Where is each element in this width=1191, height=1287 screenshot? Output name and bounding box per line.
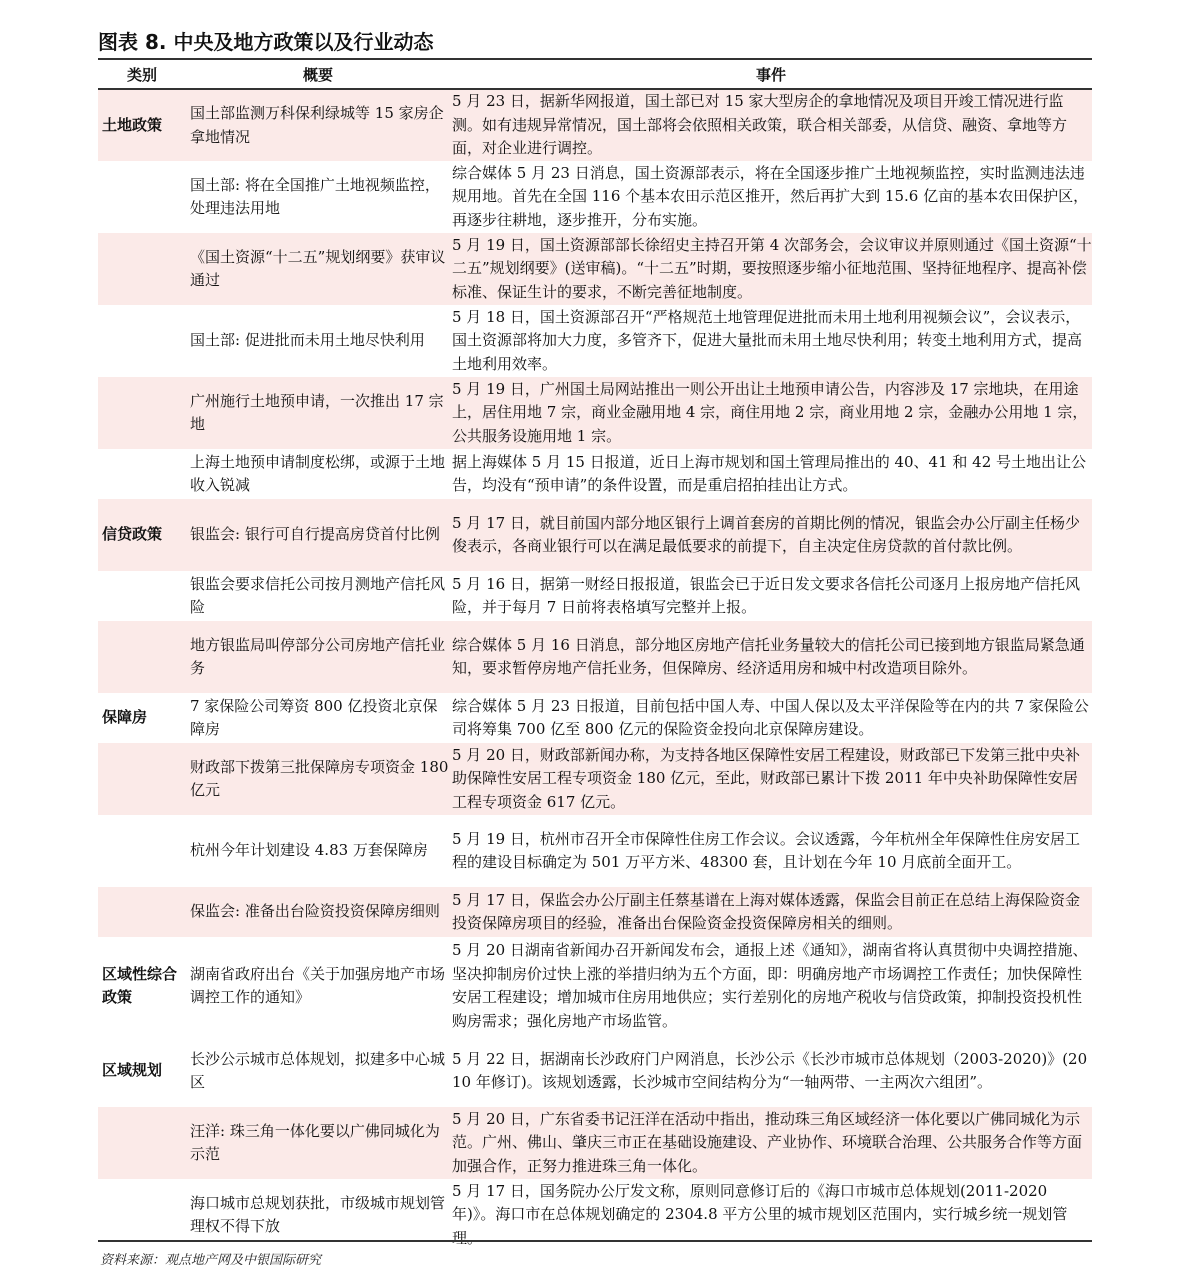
source-note: 资料来源：观点地产网及中银国际研究 — [100, 1253, 322, 1268]
event-cell: 5 月 17 日，就目前国内部分地区银行上调首套房的首期比例的情况，银监会办公厅副主任杨少俊表示，各商业银行可以在满足最低要求的前提下，自主决定住房贷款的首付款比例。 — [450, 499, 1092, 571]
table-row — [98, 887, 1092, 937]
table-header-row — [98, 60, 1092, 89]
category-cell — [98, 305, 186, 377]
category-cell — [98, 621, 186, 693]
summary-cell: 银监会要求信托公司按月测地产信托风险 — [190, 574, 446, 616]
table-row — [98, 743, 1092, 815]
table-row — [98, 499, 1092, 571]
event-cell: 综合媒体 5 月 23 日报道，目前包括中国人寿、中国人保以及太平洋保险等在内的共 7 家保险公司将筹集 700 亿至 800 亿元的保险资金投向北京保障房建设。 — [452, 696, 1089, 738]
table-row — [98, 449, 1092, 499]
table-row — [98, 89, 1092, 161]
category-cell — [98, 161, 186, 233]
table-row — [98, 693, 1092, 743]
category-cell: 土地政策 — [98, 89, 186, 161]
category-cell: 信贷政策 — [98, 499, 186, 571]
summary-cell: 《国土资源“十二五”规划纲要》获审议通过 — [186, 233, 450, 305]
event-cell: 5 月 19 日，杭州市召开全市保障性住房工作会议。会议透露，今年杭州全年保障性住房安居工程的建设目标确定为 501 万平方米、48300 套，且计划在今年 10 月底前全面开工。 — [452, 829, 1080, 871]
event-cell: 5 月 20 日，广东省委书记汪洋在活动中指出，推动珠三角区域经济一体化要以广佛同城化为示范。广州、佛山、肇庆三市正在基础设施建设、产业协作、环境联合治理、公共服务合作等方面加强合作，正努力推进珠三角一体化。 — [450, 1107, 1092, 1179]
policy-table — [98, 60, 1092, 1251]
table-row — [98, 937, 1092, 1035]
summary-cell: 7 家保险公司筹资 800 亿投资北京保障房 — [190, 696, 438, 738]
figure-title: 图表 8. 中央及地方政策以及行业动态 — [98, 30, 434, 54]
table-row — [98, 161, 1092, 233]
category-cell — [98, 449, 186, 499]
category-cell — [98, 815, 186, 887]
summary-cell: 上海土地预申请制度松绑，或源于土地收入锐减 — [190, 452, 446, 494]
event-cell: 据上海媒体 5 月 15 日报道，近日上海市规划和国土管理局推出的 40、41 和 42 号土地出让公告，均没有“预申请”的条件设置，而是重启招拍挂出让方式。 — [452, 452, 1087, 494]
summary-cell: 国土部: 将在全国推广土地视频监控，处理违法用地 — [190, 175, 440, 217]
summary-cell: 银监会: 银行可自行提高房贷首付比例 — [186, 499, 450, 571]
summary-cell: 地方银监局叫停部分公司房地产信托业务 — [186, 621, 450, 693]
table-row — [98, 621, 1092, 693]
category-cell — [98, 1107, 186, 1179]
header-summary: 概要 — [186, 60, 450, 89]
header-event: 事件 — [450, 60, 1092, 89]
event-cell: 5 月 19 日，广州国土局网站推出一则公开出让土地预申请公告，内容涉及 17 宗地块，在用途上，居住用地 7 宗，商业金融用地 4 宗，商住用地 2 宗，商业用地 2 宗，金融办公用地 1 宗，公共服务设施用地 1 宗。 — [450, 377, 1092, 449]
table-row — [98, 233, 1092, 305]
event-cell: 5 月 18 日，国土资源部召开“严格规范土地管理促进批而未用土地利用视频会议”，会议表示，国土资源部将加大力度，多管齐下，促进大量批而未用土地尽快利用；转变土地利用方式，提高土地利用效率。 — [452, 307, 1083, 373]
summary-cell: 国土部: 促进批而未用土地尽快利用 — [190, 331, 425, 350]
event-cell: 5 月 23 日，据新华网报道，国土部已对 15 家大型房企的拿地情况及项目开竣工情况进行监测。如有违规异常情况，国土部将会依照相关政策，联合相关部委，从信贷、融资、拿地等方面，对企业进行调控。 — [450, 89, 1092, 161]
table-row — [98, 1035, 1092, 1107]
event-cell: 5 月 22 日，据湖南长沙政府门户网消息，长沙公示《长沙市城市总体规划（2003-2020)》(2010 年修订)。该规划透露，长沙城市空间结构分为“一轴两带、一主两次六组团”。 — [452, 1049, 1088, 1091]
category-cell — [98, 377, 186, 449]
category-cell — [98, 887, 186, 937]
event-cell: 5 月 20 日，财政部新闻办称，为支持各地区保障性安居工程建设，财政部已下发第三批中央补助保障性安居工程专项资金 180 亿元，至此，财政部已累计下拨 2011 年中央补助保障性安居工程专项资金 617 亿元。 — [450, 743, 1092, 815]
category-cell — [98, 571, 186, 621]
table-row — [98, 571, 1092, 621]
summary-cell: 杭州今年计划建设 4.83 万套保障房 — [190, 841, 428, 860]
table-row — [98, 305, 1092, 377]
summary-cell: 湖南省政府出台《关于加强房地产市场调控工作的通知》 — [190, 964, 446, 1006]
event-cell: 综合媒体 5 月 16 日消息，部分地区房地产信托业务量较大的信托公司已接到地方银监局紧急通知，要求暂停房地产信托业务，但保障房、经济适用房和城中村改造项目除外。 — [450, 621, 1092, 693]
summary-cell: 广州施行土地预申请，一次推出 17 宗地 — [186, 377, 450, 449]
bottom-rule — [98, 1240, 1092, 1242]
header-category: 类别 — [98, 60, 186, 89]
summary-cell: 汪洋: 珠三角一体化要以广佛同城化为示范 — [186, 1107, 450, 1179]
summary-cell: 海口城市总规划获批，市级城市规划管理权不得下放 — [190, 1193, 446, 1235]
category-cell: 保障房 — [102, 708, 148, 727]
category-cell — [98, 233, 186, 305]
table-row — [98, 377, 1092, 449]
table-row — [98, 815, 1092, 887]
event-cell: 综合媒体 5 月 23 日消息，国土资源部表示，将在全国逐步推广土地视频监控，实时监测违法违规用地。首先在全国 116 个基本农田示范区推开，然后再扩大到 15.6 亿亩的基本农田保护区，再逐步往耕地，逐步推开，分布实施。 — [452, 163, 1089, 229]
event-cell: 5 月 17 日，国务院办公厅发文称，原则同意修订后的《海口市城市总体规划(2011-2020 年)》。海口市在总体规划确定的 2304.8 平方公里的城市规划区范围内，实行城乡统一规划管理。 — [452, 1181, 1068, 1247]
event-cell: 5 月 17 日，保监会办公厅副主任蔡基谱在上海对媒体透露，保监会目前正在总结上海保险资金投资保障房项目的经验，准备出台保险资金投资保障房相关的细则。 — [450, 887, 1092, 937]
category-cell — [98, 743, 186, 815]
summary-cell: 长沙公示城市总体规划，拟建多中心城区 — [190, 1049, 446, 1091]
event-cell: 5 月 20 日湖南省新闻办召开新闻发布会，通报上述《通知》，湖南省将认真贯彻中央调控措施、坚决抑制房价过快上涨的举措归纳为五个方面，即：明确房地产市场调控工作责任；加快保障性安居工程建设；增加城市住房用地供应；实行差别化的房地产税收与信贷政策，抑制投资投机性购房需求；强化房地产市场监管。 — [452, 941, 1088, 1030]
table-row — [98, 1107, 1092, 1179]
summary-cell: 保监会: 准备出台险资投资保障房细则 — [186, 887, 450, 937]
summary-cell: 财政部下拨第三批保障房专项资金 180 亿元 — [186, 743, 450, 815]
event-cell: 5 月 19 日，国土资源部部长徐绍史主持召开第 4 次部务会，会议审议并原则通过《国土资源“十二五”规划纲要》(送审稿)。“十二五”时期，要按照逐步缩小征地范围、坚持征地程序、提高补偿标准、保证生计的要求，不断完善征地制度。 — [450, 233, 1092, 305]
category-cell: 区域规划 — [102, 1061, 163, 1080]
category-cell: 区域性综合政策 — [102, 964, 178, 1006]
event-cell: 5 月 16 日，据第一财经日报报道，银监会已于近日发文要求各信托公司逐月上报房地产信托风险，并于每月 7 日前将表格填写完整并上报。 — [452, 574, 1080, 616]
summary-cell: 国土部监测万科保利绿城等 15 家房企拿地情况 — [186, 89, 450, 161]
